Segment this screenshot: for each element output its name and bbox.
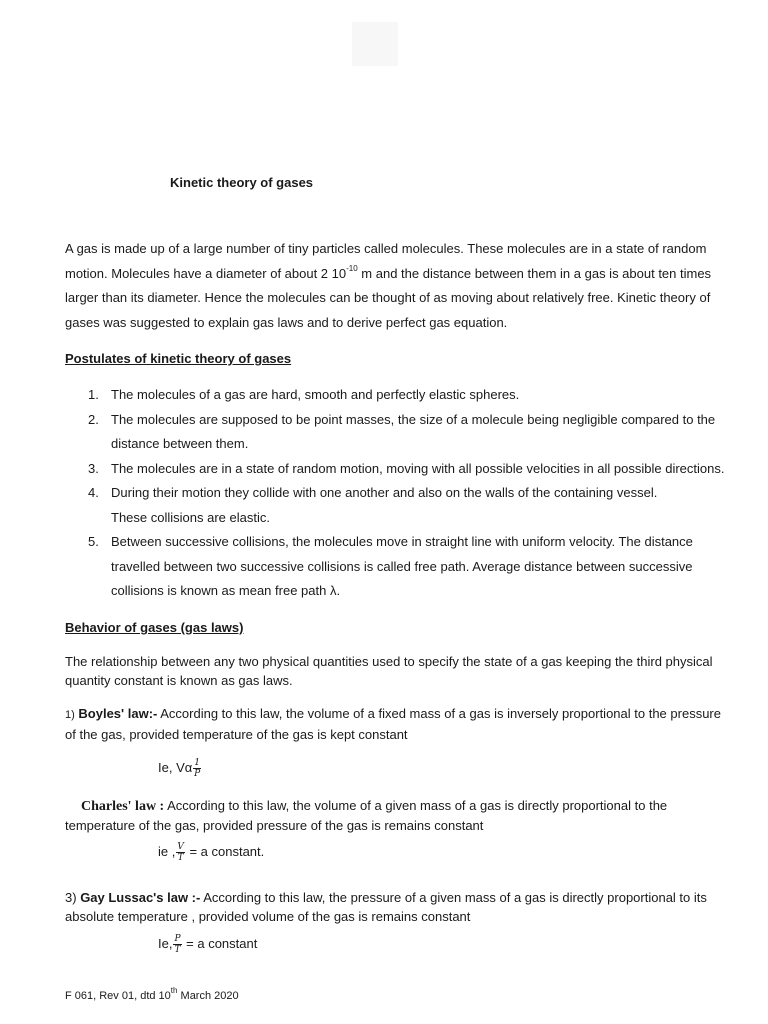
charles-law-paragraph xyxy=(65,796,735,835)
law-name: Gay Lussac's law :- xyxy=(80,890,201,905)
fraction xyxy=(176,842,185,863)
law-name: Boyles' law:- xyxy=(78,706,158,721)
formula-prefix: ie , xyxy=(158,843,176,859)
list-text: The molecules of a gas are hard, smooth and perfectly elastic spheres. xyxy=(111,387,520,402)
list-text: The molecules are supposed to be point masses, the size of a molecule being negligible compared to the distance between them. xyxy=(111,411,716,451)
numerator: 1 xyxy=(194,758,200,768)
law-name: Charles' law : xyxy=(81,799,165,814)
list-text: During their motion they collide with one another and also on the walls of the containing vessel. xyxy=(111,485,658,500)
intro-exponent: -10 xyxy=(346,264,358,274)
law-number: 3) xyxy=(65,890,77,905)
gay-lussac-law-paragraph xyxy=(65,888,735,926)
denominator: T xyxy=(177,853,184,863)
charles-formula xyxy=(158,842,264,863)
fraction xyxy=(173,934,181,955)
list-item xyxy=(88,383,738,408)
denominator: P xyxy=(194,769,201,779)
gas-laws-heading: Behavior of gases (gas laws) xyxy=(65,620,244,635)
list-number: 3. xyxy=(88,460,99,476)
postulates-list xyxy=(88,383,738,604)
list-text: Between successive collisions, the molecules move in straight line with uniform velocity. The distance travelled between two successive collisions is called free path. Average distance between successive collisions is known as mean free path λ. xyxy=(111,534,693,598)
list-item xyxy=(88,457,738,482)
formula-prefix: Ie, Vα xyxy=(158,759,193,775)
list-number: 5. xyxy=(88,534,99,549)
document-footer xyxy=(65,986,239,1002)
page-title: Kinetic theory of gases xyxy=(170,175,314,190)
list-item xyxy=(88,530,738,604)
formula-suffix: = a constant xyxy=(182,935,258,951)
list-item xyxy=(88,408,738,457)
list-number: 2. xyxy=(88,411,99,427)
boyles-law-paragraph xyxy=(65,704,735,744)
footer-text: F 061, Rev 01, dtd 10 xyxy=(65,990,171,1002)
list-text: The molecules are in a state of random motion, moving with all possible velocities in all possible directions. xyxy=(111,460,725,476)
postulates-heading: Postulates of kinetic theory of gases xyxy=(65,351,292,366)
intro-text-1: A gas is made up of a large number of tiny particles called molecules. These molecules are in a state of random motion. Molecules have a diameter of about 2 10 xyxy=(65,241,707,281)
list-text-continued: These collisions are elastic. xyxy=(111,509,270,525)
law-text: According to this law, the volume of a fixed mass of a gas is inversely proportional to the pressure of the gas, provided temperature of the gas is kept constant xyxy=(65,706,721,742)
law-number: 1) xyxy=(65,709,75,721)
fraction xyxy=(193,758,201,779)
list-number: 1. xyxy=(88,387,99,402)
intro-paragraph xyxy=(65,237,730,335)
list-number: 4. xyxy=(88,485,99,500)
footer-date: March 2020 xyxy=(177,990,239,1002)
intro-text-2: m and the distance between them in a gas is about ten times larger than its diameter. Hence the molecules can be thought of as moving about relatively free. Kinetic theory of gases was suggested to explain gas laws and to derive perfect gas equation. xyxy=(65,265,712,330)
numerator: P xyxy=(174,934,181,944)
numerator: V xyxy=(177,842,184,852)
formula-prefix: Ie, xyxy=(158,935,173,951)
law-text: According to this law, the volume of a given mass of a gas is directly proportional to the temperature of the gas, provided pressure of the gas is remains constant xyxy=(65,798,668,833)
list-item xyxy=(88,481,738,530)
law-text: According to this law, the pressure of a given mass of a gas is directly proportional to its absolute temperature , provided volume of the gas is remains constant xyxy=(65,890,707,924)
formula-suffix: = a constant. xyxy=(185,843,265,859)
gay-lussac-formula xyxy=(158,934,257,955)
gas-laws-paragraph: The relationship between any two physical quantities used to specify the state of a gas keeping the third physical quantity constant is known as gas laws. xyxy=(65,654,713,688)
faded-logo xyxy=(352,22,398,66)
boyles-formula xyxy=(158,758,202,779)
denominator: T xyxy=(174,945,181,955)
footer-superscript: th xyxy=(170,986,178,996)
